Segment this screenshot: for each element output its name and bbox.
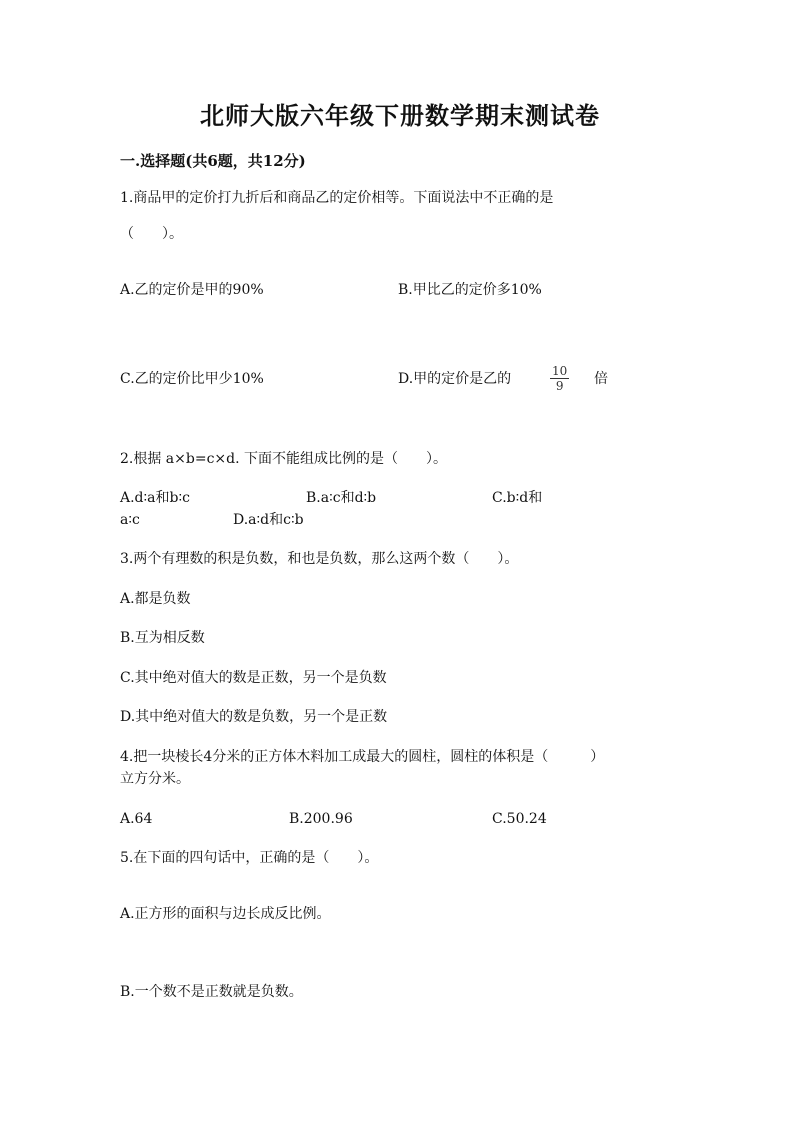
question-4-stem: 4.把一块棱长4分米的正方体木料加工成最大的圆柱，圆柱的体积是（ ） [120,749,605,765]
question-3-option-b: B.互为相反数 [120,630,205,646]
question-5-option-b: B.一个数不是正数就是负数。 [120,984,303,1000]
question-1-option-d-suffix: 倍 [594,371,608,387]
question-1-option-a: A.乙的定价是甲的90% [120,282,264,298]
question-1-stem: 1.商品甲的定价打九折后和商品乙的定价相等。下面说法中不正确的是 [120,190,554,206]
fraction-denominator: 9 [555,379,564,393]
question-2-option-c-cont: a∶c [120,512,140,528]
question-3-option-d: D.其中绝对值大的数是负数，另一个是正数 [120,709,388,725]
question-3-option-c: C.其中绝对值大的数是正数，另一个是负数 [120,670,387,686]
section-heading: 一.选择题(共6题，共12分) [120,152,306,170]
question-1-option-c: C.乙的定价比甲少10% [120,371,264,387]
fraction [550,364,569,394]
question-1-blank: （ ）。 [120,226,183,242]
question-4-option-a: A.64 [120,811,153,827]
question-4-option-b: B.200.96 [289,811,353,827]
question-5-stem: 5.在下面的四句话中，正确的是（ ）。 [120,850,379,866]
question-3-stem: 3.两个有理数的积是负数，和也是负数，那么这两个数（ ）。 [120,551,519,567]
question-2-option-c: C.b∶d和 [492,490,543,506]
page-title: 北师大版六年级下册数学期末测试卷 [200,101,600,130]
question-3-option-a: A.都是负数 [120,591,191,607]
fraction-numerator: 10 [552,364,568,378]
question-5-option-a: A.正方形的面积与边长成反比例。 [120,906,331,922]
question-2-option-d: D.a∶d和c∶b [233,512,304,528]
question-4-option-c: C.50.24 [492,811,547,827]
question-4-stem-cont: 立方分米。 [120,771,190,787]
question-2-stem: 2.根据 a×b=c×d. 下面不能组成比例的是（ ）。 [120,451,448,467]
question-2-option-a: A.d∶a和b∶c [120,490,190,506]
question-1-option-b: B.甲比乙的定价多10% [398,282,542,298]
question-1-option-d: D.甲的定价是乙的 [398,371,512,387]
question-2-option-b: B.a∶c和d∶b [306,490,377,506]
